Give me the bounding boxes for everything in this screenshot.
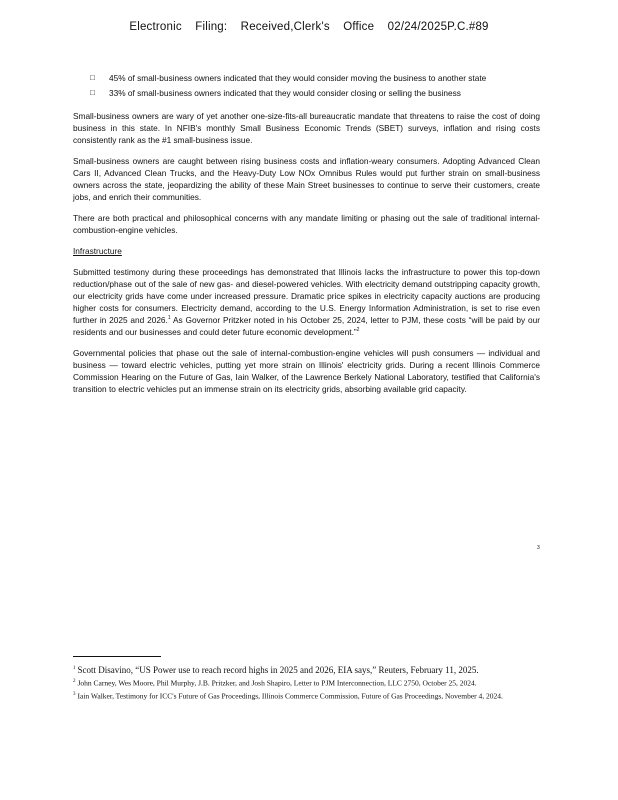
paragraph-text: As Governor Pritzker noted in his October 25, 2024, letter to PJM, these costs “will be paid by our residents and our businesses and could deter future economic development.” xyxy=(73,315,540,337)
footnote-ref[interactable]: 2 xyxy=(356,327,360,334)
footnote-ref[interactable]: 3 xyxy=(537,545,540,551)
footnote-ref[interactable]: 1 xyxy=(167,315,171,322)
bullet-text: 33% of small-business owners indicated that they would consider closing or selling the business xyxy=(109,88,461,98)
paragraph-grid-strain xyxy=(73,347,540,395)
footnote-text: John Carney, Wes Moore, Phil Murphy, J.B. Pritzker, and Josh Shapiro, Letter to PJM Interconnection, LLC 2750, October 25, 2024. xyxy=(77,678,477,688)
footnote xyxy=(73,663,540,676)
footnote-number: 2 xyxy=(73,679,76,684)
footnotes-section xyxy=(73,656,540,702)
section-heading-infrastructure: Infrastructure xyxy=(73,246,122,256)
paragraph-text: Submitted testimony during these proceedings has demonstrated that Illinois lacks the infrastructure to power this top-down reduction/phase out of the sale of new gas- and diesel-powered vehicles. With electricity demand outstripping capacity growth, our electricity grids have come under increased pressure. Dramatic price spikes in electricity capacity auctions are producing higher costs for consumers. Electricity demand, according to the U.S. Energy Information Administration, is set to rise even further in 2025 and 2026. xyxy=(73,267,540,325)
footnote-divider xyxy=(73,656,161,657)
footnote-text: Iain Walker, Testimony for ICC's Future of Gas Proceedings, Illinois Commerce Commission, Future of Gas Proceedings, November 4, 2024. xyxy=(77,691,503,700)
bullet-item xyxy=(90,87,540,99)
filing-header: Electronic Filing: Received,Clerk's Office 02/24/2025P.C.#89 xyxy=(129,21,489,33)
paragraph-rules-strain: Small-business owners are caught between rising business costs and inflation-weary consumers. Adopting Advanced Clean Cars II, Advanced Clean Trucks, and the Heavy-Duty Low NOx Omnibus Rules would put further strain on small-business owners across the state, jeopardizing the ability of these Main Street businesses to continue to serve their customers, create jobs, and enrich their communities. xyxy=(73,156,540,202)
paragraph-infrastructure-testimony xyxy=(73,266,540,338)
checkbox-bullet-icon: □ xyxy=(90,88,95,97)
footnote-number: 3 xyxy=(73,691,76,697)
bullet-item xyxy=(90,72,540,84)
paragraph-mandate-concerns: There are both practical and philosophical concerns with any mandate limiting or phasing out the sale of traditional internal-combustion-engine vehicles. xyxy=(73,213,540,235)
footnote-text: Scott Disavino, “US Power use to reach record highs in 2025 and 2026, EIA says,” Reuters, February 11, 2025. xyxy=(77,665,479,675)
paragraph-text: Governmental policies that phase out the sale of internal-combustion-engine vehicles will push consumers — individual and business — toward electric vehicles, putting yet more strain on Illinois' electricity grids. During a recent Illinois Commerce Commission Hearing on the Future of Gas, Iain Walker, of the Lawrence Berkely National Laboratory, testified that California's transition to electric vehicles put an immense strain on its electricity grids, absorbing available grid capacity. xyxy=(73,348,540,394)
footnote xyxy=(73,690,540,702)
checkbox-bullet-icon: □ xyxy=(90,73,95,82)
footnote xyxy=(73,677,540,689)
footnote-number: 1 xyxy=(73,666,76,671)
paragraph-cost-concerns: Small-business owners are wary of yet another one-size-fits-all bureaucratic mandate that threatens to raise the cost of doing business in this state. In NFIB's monthly Small Business Economic Trends (SBET) surveys, inflation and rising costs consistently rank as the #1 small-business issue. xyxy=(73,111,540,145)
bullet-text: 45% of small-business owners indicated that they would consider moving the business to another state xyxy=(109,73,487,83)
document-body xyxy=(73,72,540,404)
